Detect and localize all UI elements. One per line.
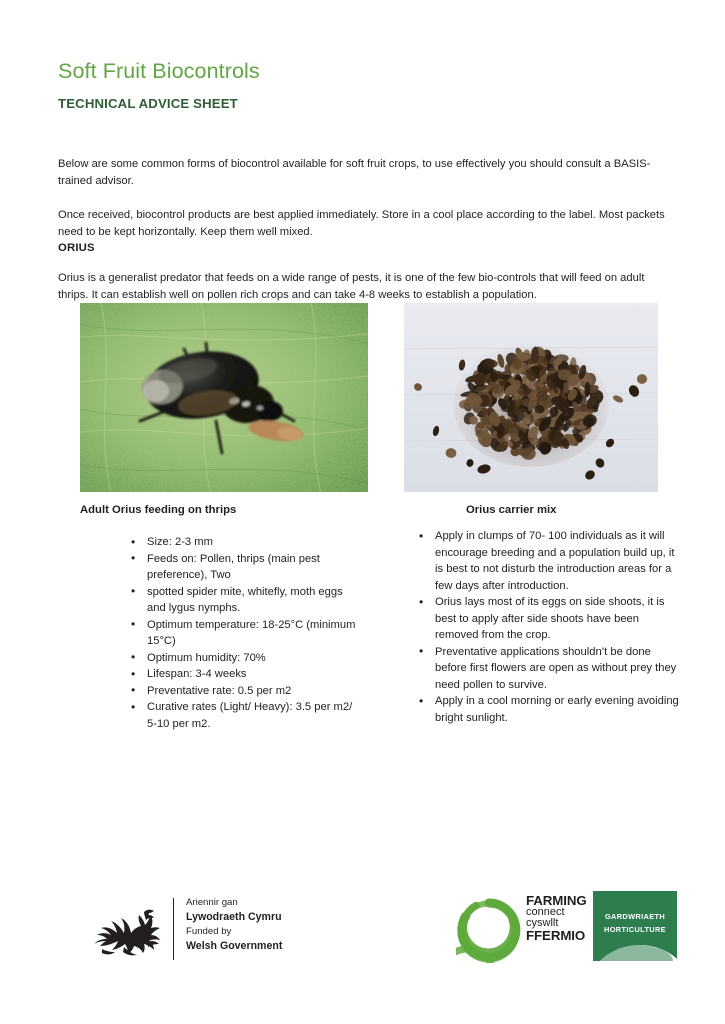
fc-line-1: FARMING (526, 893, 587, 908)
intro-paragraph-2: Once received, biocontrol products are best applied immediately. Store in a cool place according to the label. Most packets need to be kept horizontally. Keep them well mixed. (58, 209, 665, 238)
fc-line-2: connect (526, 905, 565, 918)
wg-line-4: Welsh Government (186, 940, 283, 953)
welsh-government-logo (84, 894, 296, 966)
list-item: • Preventative applications shouldn’t be done before first flowers are open as without prey they need pollen to survive. (419, 644, 681, 694)
list-item: • spotted spider mite, whitefly, moth eggs and lygus nymphs. (131, 584, 361, 617)
horticulture-text (593, 910, 677, 936)
welsh-dragon-icon (84, 898, 164, 960)
fc-line-3: cyswllt (526, 917, 559, 930)
wg-line-3: Funded by (186, 926, 232, 938)
farming-connect-logo (456, 891, 587, 969)
intro-paragraph-1: Below are some common forms of biocontrol available for soft fruit crops, to use effectively you should consult a BASIS-trained advisor. (58, 158, 651, 187)
logo-divider (173, 898, 174, 960)
figure-adult-orius-feeding-on-thrips (80, 303, 368, 492)
orius-facts-list (131, 534, 361, 732)
farming-connect-swirl-icon (456, 897, 522, 963)
list-item: • Preventative rate: 0.5 per m2 (131, 683, 361, 700)
figure-orius-carrier-mix (404, 303, 658, 492)
photo-orius-carrier-mix (404, 303, 658, 492)
farming-connect-text (526, 895, 588, 941)
list-item: • Curative rates (Light/ Heavy): 3.5 per m2/ 5-10 per m2. (131, 699, 361, 732)
hort-line-1: GARDWRIAETH (604, 912, 666, 921)
list-item: • Apply in clumps of 70- 100 individuals as it will encourage breeding and a population build up, it is best to not disturb the introduction areas for a few days after introduction. (419, 528, 681, 594)
section-heading-orius: ORIUS (58, 242, 95, 254)
photo-adult-orius-feeding-on-thrips (80, 303, 368, 492)
horticulture-logo (593, 891, 677, 969)
list-item: • Lifespan: 3-4 weeks (131, 666, 361, 683)
list-item: • Feeds on: Pollen, thrips (main pest preference), Two (131, 551, 361, 584)
list-item: • Apply in a cool morning or early evening avoiding bright sunlight. (419, 693, 681, 726)
orius-description: Orius is a generalist predator that feeds on a wide range of pests, it is one of the few bio-controls that will feed on adult thrips. It can establish well on pollen rich crops and can take 4-8 weeks to establish a population. (58, 272, 645, 301)
welsh-government-text (186, 896, 301, 954)
list-item: • Orius lays most of its eggs on side shoots, it is best to apply after side shoots have been removed from the crop. (419, 594, 681, 644)
page-title: Soft Fruit Biocontrols (58, 59, 260, 83)
list-item: • Optimum temperature: 18-25°C (minimum 15°C) (131, 617, 361, 650)
list-item: • Size: 2-3 mm (131, 534, 361, 551)
wg-line-1: Ariennir gan (186, 897, 238, 908)
figure-caption-right: Orius carrier mix (466, 504, 557, 516)
wg-line-2: Lywodraeth Cymru (186, 911, 282, 924)
figure-caption-left: Adult Orius feeding on thrips (80, 504, 237, 516)
hort-line-2: HORTICULTURE (604, 925, 666, 934)
list-item: • Optimum humidity: 70% (131, 650, 361, 667)
horticulture-badge (593, 891, 677, 961)
footer-logos (0, 885, 725, 985)
horticulture-swoosh-tail (597, 945, 673, 961)
page-subtitle: TECHNICAL ADVICE SHEET (58, 96, 238, 111)
orius-application-list (419, 528, 681, 726)
fc-line-4: FFERMIO (526, 927, 586, 943)
